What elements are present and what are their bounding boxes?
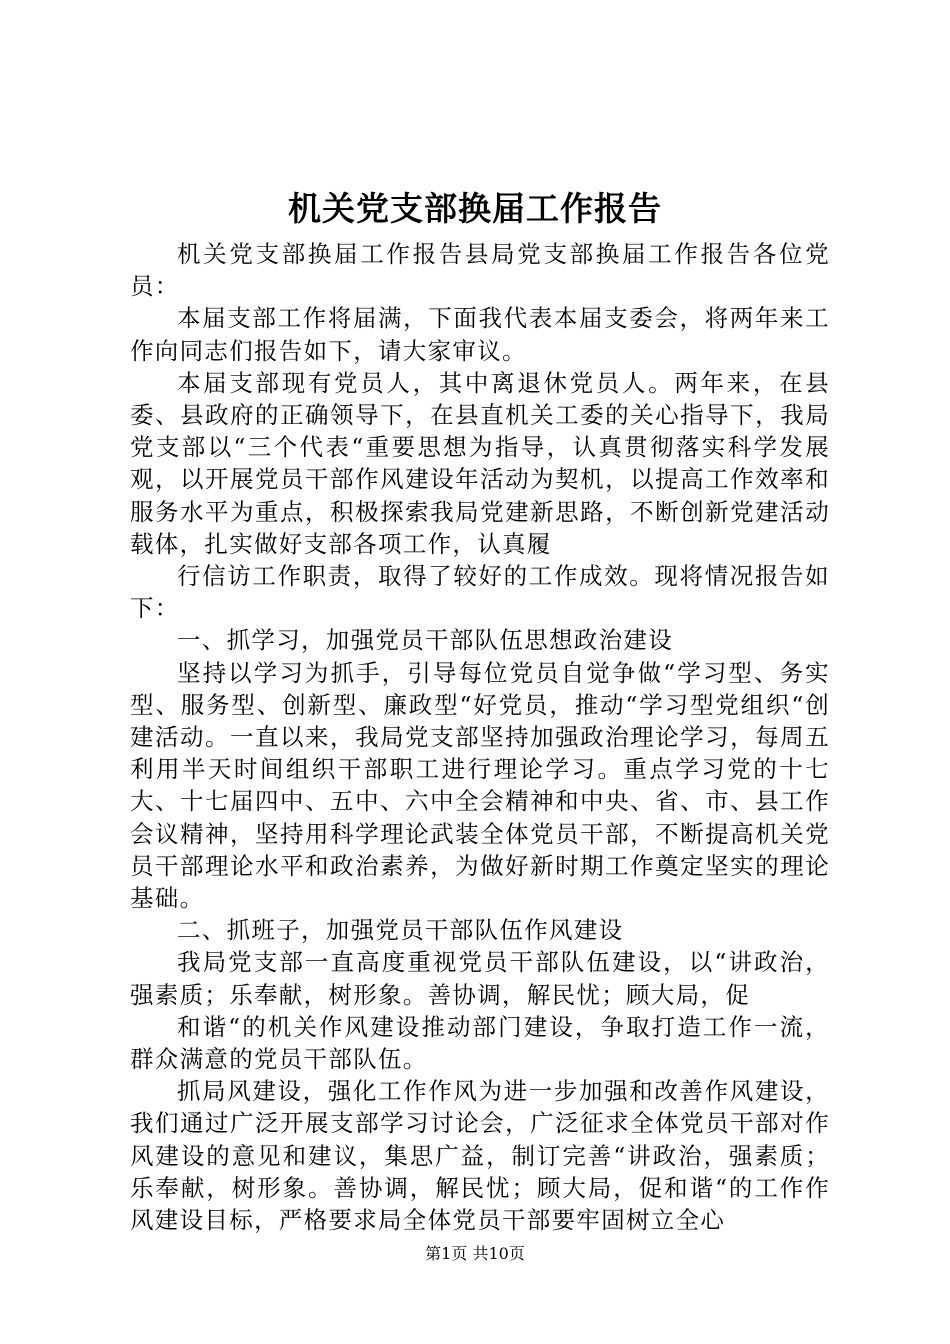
paragraph: 行信访工作职责，取得了较好的工作成效。现将情况报告如下：: [130, 562, 830, 623]
paragraph: 抓局风建设，强化工作作风为进一步加强和改善作风建设，我们通过广泛开展支部学习讨论会，广泛征求全体党员干部对作风建设的意见和建议，集思广益，制订完善“讲政治，强素质；乐奉献，树形象。善协调，解民忧；顾大局，促和谐“的工作作风建设目标，严格要求局全体党员干部要牢固树立全心: [130, 1077, 830, 1235]
paragraph: 本届支部工作将届满，下面我代表本届支委会，将两年来工作向同志们报告如下，请大家审议。: [130, 304, 830, 365]
section-heading: 二、抓班子，加强党员干部队伍作风建设: [177, 916, 624, 945]
paragraph: 机关党支部换届工作报告县局党支部换届工作报告各位党员：: [130, 240, 830, 301]
page-total: 共10页: [472, 1244, 525, 1263]
section-heading: 一、抓学习，加强党员干部队伍思想政治建设: [177, 626, 673, 655]
paragraph: 和谐“的机关作风建设推动部门建设，争取打造工作一流，群众满意的党员干部队伍。: [130, 1012, 830, 1074]
paragraph: 坚持以学习为抓手，引导每位党员自觉争做“学习型、务实型、服务型、创新型、廉政型“好党员，推动“学习型党组织“创建活动。一直以来，我局党支部坚持加强政治理论学习，每周五利用半天时间组织干部职工进行理论学习。重点学习党的十七大、十七届四中、五中、六中全会精神和中央、省、市、县工作会议精神，坚持用科学理论武装全体党员干部，不断提高机关党员干部理论水平和政治素养，为做好新时期工作奠定坚实的理论基础。: [130, 658, 830, 913]
document-title: 机关党支部换届工作报告: [288, 189, 662, 228]
paragraph: 我局党支部一直高度重视党员干部队伍建设，以“讲政治，强素质；乐奉献，树形象。善协调，解民忧；顾大局，促: [130, 948, 830, 1009]
page-number: 第1页: [425, 1244, 468, 1263]
page-footer: [0, 1243, 950, 1265]
paragraph: 本届支部现有党员人，其中离退休党员人。两年来，在县委、县政府的正确领导下，在县直机关工委的关心指导下，我局党支部以“三个代表“重要思想为指导，认真贯彻落实科学发展观，以开展党员干部作风建设年活动为契机，以提高工作效率和服务水平为重点，积极探索我局党建新思路，不断创新党建活动载体，扎实做好支部各项工作，认真履: [130, 368, 830, 558]
document-body: [130, 238, 830, 1236]
